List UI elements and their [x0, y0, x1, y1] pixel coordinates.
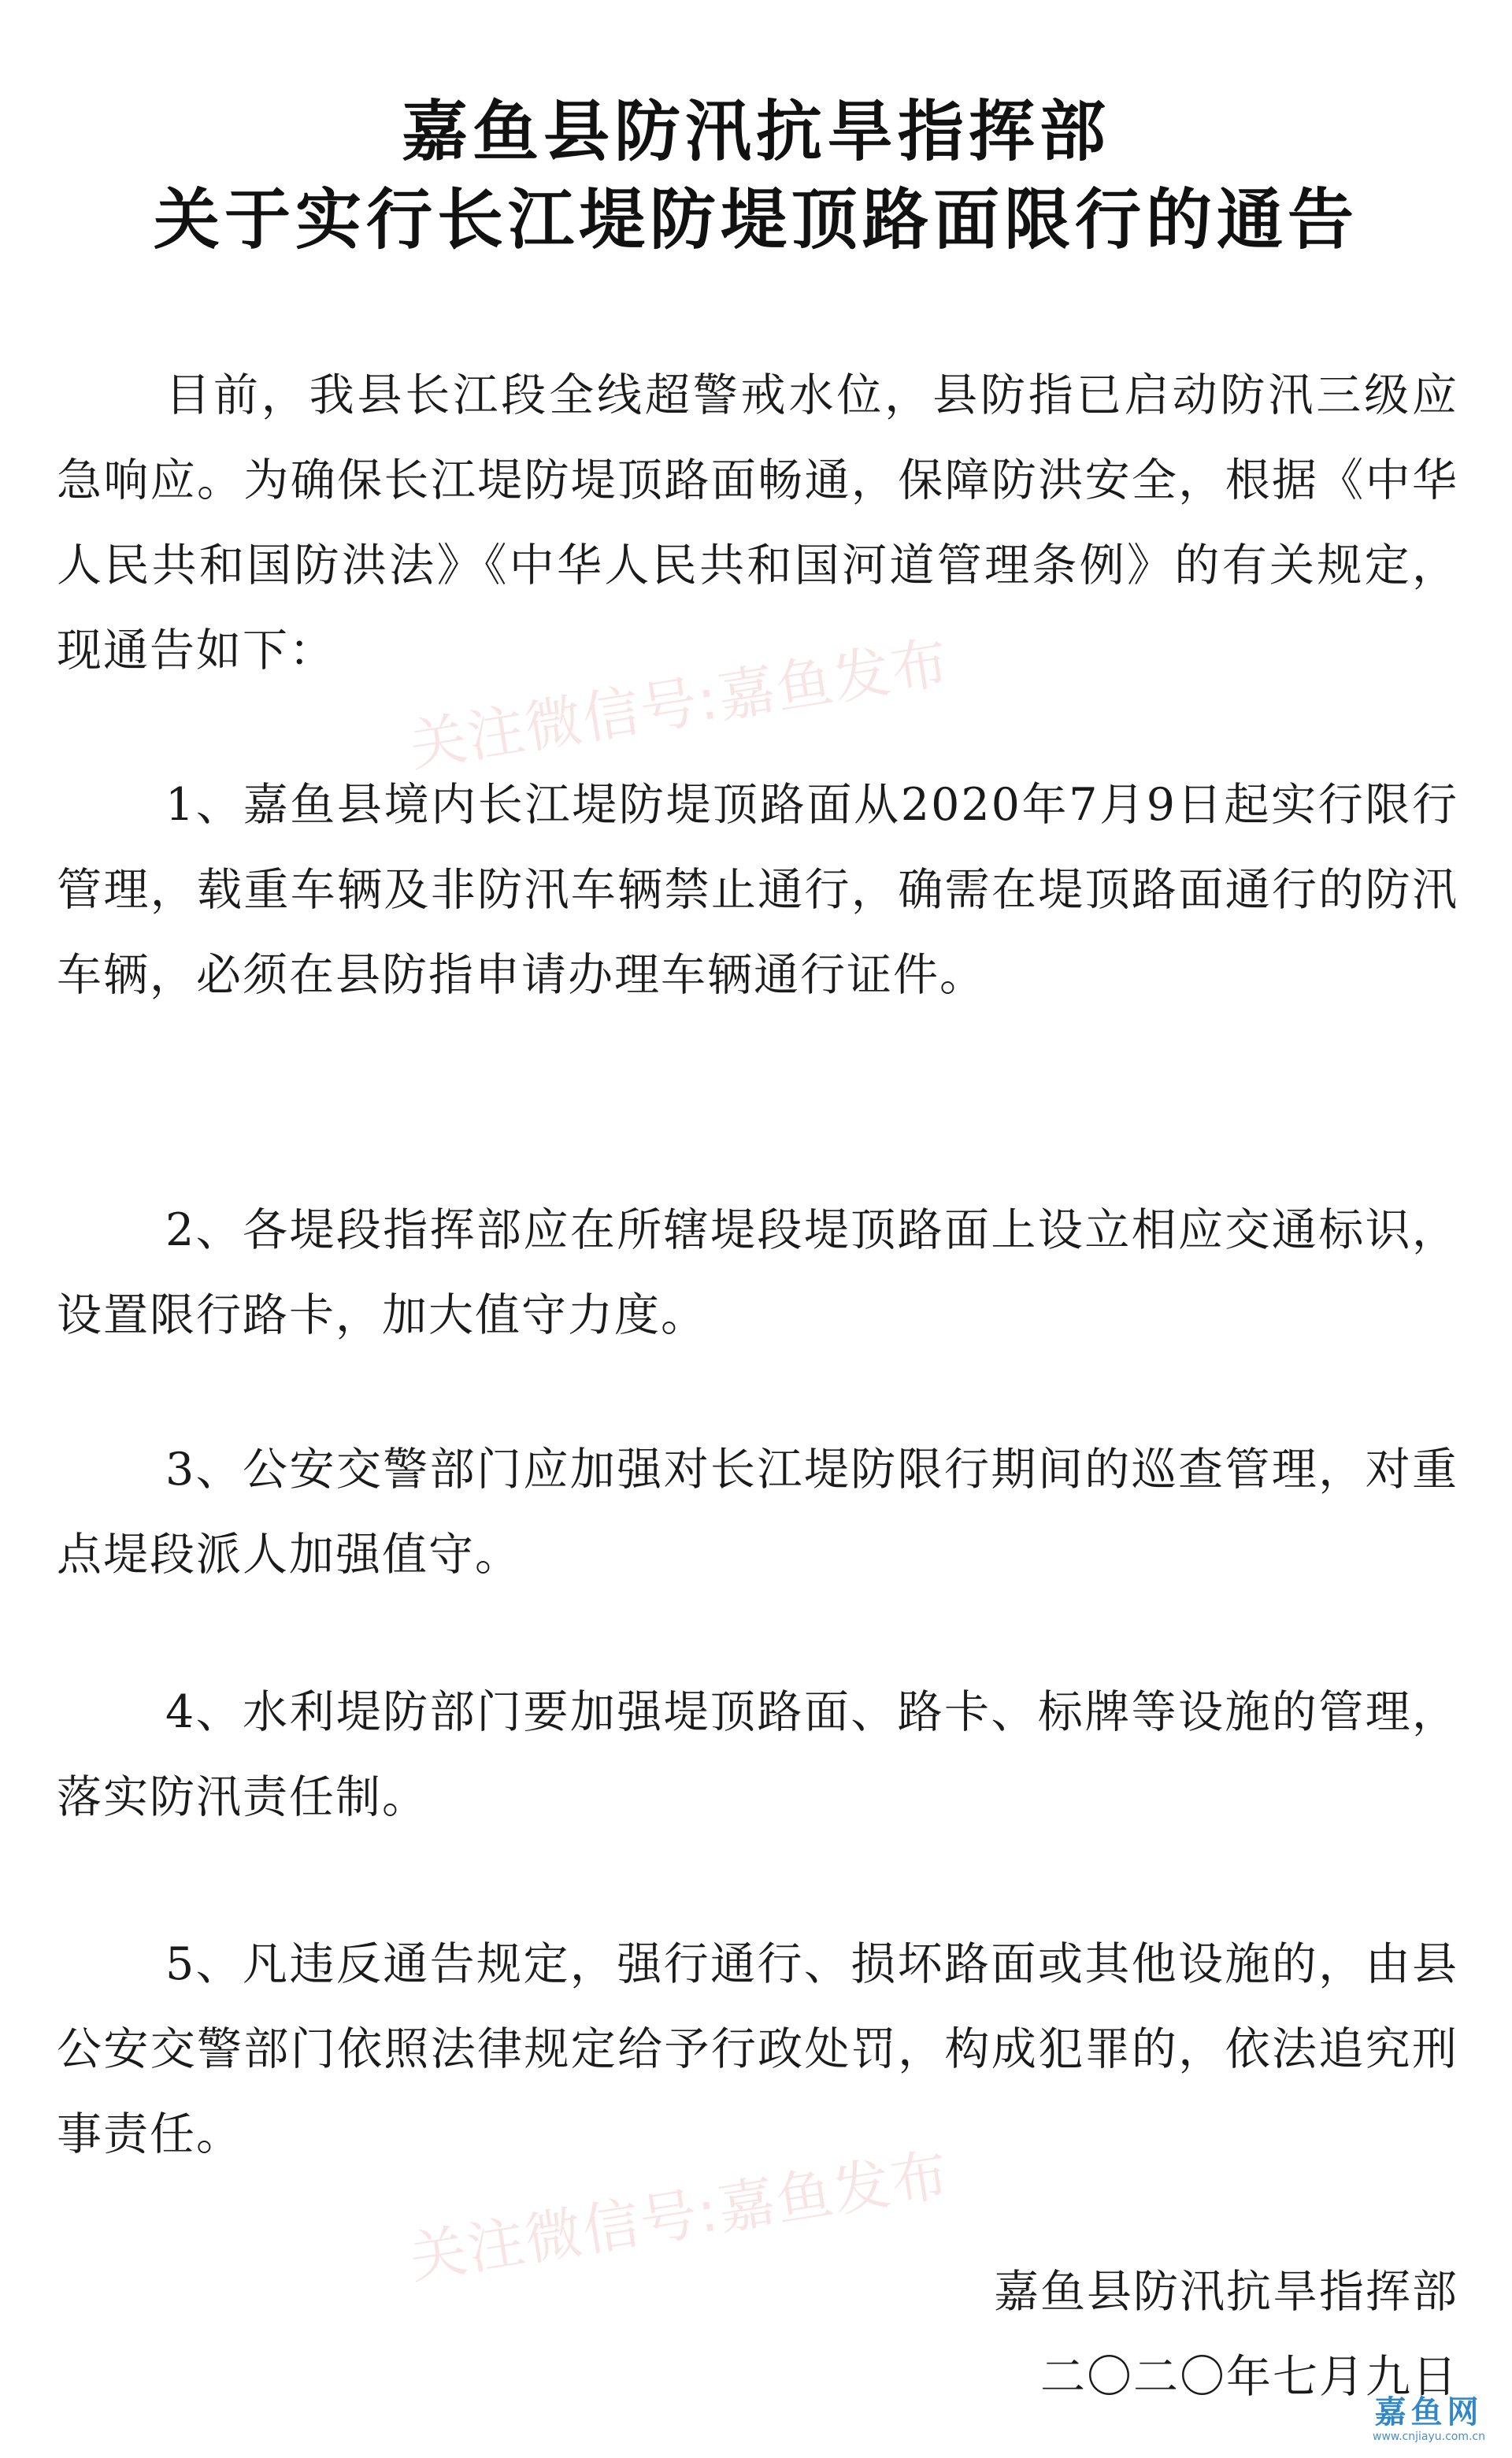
site-logo-name: 嘉鱼网: [1374, 2394, 1484, 2430]
notice-title-line-2: 关于实行长江堤防堤顶路面限行的通告: [153, 181, 1358, 258]
site-logo-url: www.cnjiayu.com.cn: [1373, 2430, 1485, 2443]
wechat-watermark: 关注微信号:嘉鱼发布: [405, 628, 954, 780]
signature-date: 二〇二〇年七月九日: [1040, 2351, 1458, 2403]
notice-title-line-1: 嘉鱼县防汛抗旱指挥部: [401, 93, 1110, 170]
notice-item-3: 3、公安交警部门应加强对长江堤防限行期间的巡查管理，对重点堤段派人加强值守。: [57, 1444, 1458, 1581]
site-logo: [1373, 2395, 1485, 2444]
notice-item-2: 2、各堤段指挥部应在所辖堤段堤顶路面上设立相应交通标识，设置限行路卡，加大值守力度。: [57, 1204, 1458, 1341]
signature-organization: 嘉鱼县防汛抗旱指挥部: [994, 2266, 1458, 2318]
wechat-watermark: 关注微信号:嘉鱼发布: [405, 2141, 954, 2292]
notice-item-5: 5、凡违反通告规定，强行通行、损坏路面或其他设施的，由县公安交警部门依照法律规定给予行政处罚，构成犯罪的，依法追究刑事责任。: [57, 1938, 1458, 2160]
notice-intro-paragraph: 目前，我县长江段全线超警戒水位，县防指已启动防汛三级应急响应。为确保长江堤防堤顶路面畅通，保障防洪安全，根据《中华人民共和国防洪法》《中华人民共和国河道管理条例》的有关规定，现通告如下：: [57, 369, 1458, 677]
notice-item-4: 4、水利堤防部门要加强堤顶路面、路卡、标牌等设施的管理，落实防汛责任制。: [57, 1686, 1458, 1823]
notice-item-1: 1、嘉鱼县境内长江堤防堤顶路面从2020年7月9日起实行限行管理，载重车辆及非防汛车辆禁止通行，确需在堤顶路面通行的防汛车辆，必须在县防指申请办理车辆通行证件。: [57, 779, 1458, 1001]
